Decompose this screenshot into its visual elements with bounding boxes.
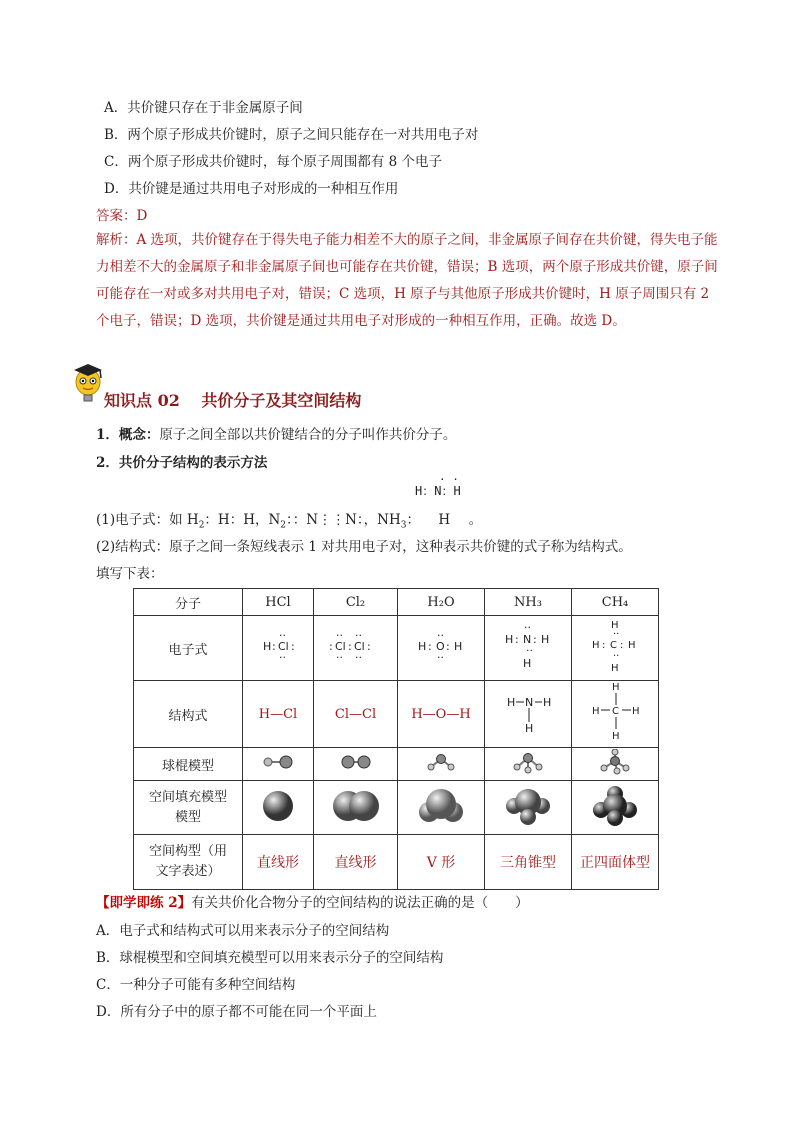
svg-text:H: H: [505, 633, 514, 646]
method-title: 2．共价分子结构的表示方法: [96, 455, 268, 471]
ch4-shape: 正四面体型: [572, 835, 659, 890]
concept-text: 原子之间全部以共价键结合的分子叫作共价分子。: [159, 427, 457, 443]
header-hcl: HCl: [243, 589, 314, 616]
practice-option-d: D．所有分子中的原子都不可能在同一个平面上: [96, 1004, 377, 1020]
header-nh3: NH₃: [485, 589, 572, 616]
electron-end: 。: [468, 512, 483, 528]
h2o-lewis: [398, 616, 485, 681]
svg-text:··: ··: [279, 651, 286, 664]
svg-text:··: ··: [354, 651, 362, 664]
practice-option-a: A．电子式和结构式可以用来表示分子的空间结构: [96, 923, 390, 939]
nh3-lewis-top: · ·: [439, 473, 459, 486]
svg-text::: :: [347, 640, 352, 653]
h2o-ball-stick: [398, 748, 485, 781]
cl2-structural: Cl—Cl: [314, 681, 398, 748]
row-label-structural: 结构式: [134, 681, 243, 748]
svg-text:H: H: [592, 640, 600, 651]
svg-text:H: H: [523, 657, 532, 670]
concept-label: 1．概念：: [96, 427, 160, 443]
svg-text::: :: [602, 640, 606, 651]
svg-text:Cl: Cl: [353, 640, 365, 653]
svg-text:··: ··: [279, 629, 286, 642]
header-cl2: Cl₂: [314, 589, 398, 616]
option-b: B．两个原子形成共价键时，原子之间只能存在一对共用电子对: [104, 127, 479, 143]
svg-text:H: H: [612, 682, 620, 693]
svg-text:H: H: [507, 696, 516, 709]
svg-text:··: ··: [524, 621, 531, 634]
cl2-ball-stick: [314, 748, 398, 781]
svg-text:Cl: Cl: [278, 640, 289, 653]
practice-question: [96, 891, 529, 911]
svg-text:H: H: [543, 696, 552, 709]
nh3-ball-stick: [485, 748, 572, 781]
svg-text:··: ··: [613, 629, 620, 640]
option-a: A．共价键只存在于非金属原子间: [104, 100, 303, 116]
h2o-structural: H—O—H: [398, 681, 485, 748]
svg-text::: :: [533, 633, 537, 646]
electron-h2: H：H，N: [217, 512, 281, 528]
svg-text::: :: [366, 640, 371, 653]
svg-text:··: ··: [335, 629, 343, 642]
svg-text:··: ··: [335, 651, 343, 664]
cl2-lewis: [314, 616, 398, 681]
svg-text:H: H: [632, 706, 640, 717]
svg-text:··: ··: [526, 644, 533, 657]
ch4-structural: [572, 681, 659, 748]
svg-text:H: H: [628, 640, 636, 651]
nh3-structural: [485, 681, 572, 748]
fill-table-label: 填写下表：: [96, 566, 164, 582]
h2o-space-filling: [398, 781, 485, 835]
row-label-geometry: 空间构型（用 文字表述）: [134, 835, 243, 890]
row-label-ball-stick: 球棍模型: [134, 748, 243, 781]
svg-text:C: C: [610, 640, 617, 651]
option-d: D．共价键是通过共用电子对形成的一种相互作用: [104, 181, 399, 197]
svg-text:H: H: [263, 640, 272, 653]
row-label-electron: 电子式: [134, 616, 243, 681]
svg-text:H: H: [418, 640, 427, 653]
nh3-shape: 三角锥型: [485, 835, 572, 890]
practice-option-b: B．球棍模型和空间填充模型可以用来表示分子的空间结构: [96, 950, 444, 966]
row-label-space-filling: 空间填充模型 模型: [134, 781, 243, 835]
svg-text::: :: [328, 640, 333, 653]
svg-text:··: ··: [354, 629, 362, 642]
svg-text:H: H: [525, 722, 534, 735]
hcl-shape: 直线形: [243, 835, 314, 890]
svg-text:H: H: [611, 663, 619, 674]
header-molecule: 分子: [134, 589, 243, 616]
ch4-space-filling: [572, 781, 659, 835]
svg-text::: :: [428, 640, 432, 653]
practice-stem: 有关共价化合物分子的空间结构的说法正确的是（ ）: [191, 895, 529, 911]
hcl-ball-stick: [243, 748, 314, 781]
concept-line: [96, 423, 456, 443]
svg-text:··: ··: [437, 651, 444, 664]
option-c: C．两个原子形成共价键时，每个原子周围都有 8 个电子: [104, 154, 443, 170]
graduate-bulb-icon: [70, 362, 106, 404]
svg-text::: :: [515, 633, 519, 646]
electron-formula-line: (1)电子式：如 $H_2$：H：H，$N_2$：：N⋮⋮N：，$NH_3$： H 。: [96, 512, 483, 531]
svg-text::: :: [446, 640, 450, 653]
svg-text:··: ··: [613, 651, 620, 662]
header-ch4: CH₄: [572, 589, 659, 616]
svg-text:N: N: [525, 696, 534, 709]
svg-text:··: ··: [437, 629, 444, 642]
svg-text:H: H: [454, 640, 463, 653]
nh3-lewis-bottom: H: [438, 512, 451, 528]
electron-prefix: (1)电子式：如 H: [96, 512, 199, 528]
practice-tag: 【即学即练 2】: [96, 895, 192, 911]
hcl-space-filling: [243, 781, 314, 835]
hcl-lewis: [243, 616, 314, 681]
hcl-structural: H—Cl: [243, 681, 314, 748]
svg-text::: :: [620, 640, 624, 651]
analysis: 解析：A 选项，共价键存在于得失电子能力相差不大的原子之间，非金属原子间存在共价键，得失电子能力相差不大的金属原子和非金属原子间也可能存在共价键，错误；B 选项，两个原子形成共价键，原子间可能存在一对或多对共用电子对，错误；C 选项，H 原子与其他原子形成共价键时，H 原子周围只有 2 个电子，错误；D 选项，共价键是通过共用电子对形成的一种相互作用，正确。故选 D。: [96, 232, 718, 329]
ch4-lewis: [572, 616, 659, 681]
molecule-table: [133, 588, 659, 890]
structural-formula-desc: (2)结构式：原子之间一条短线表示 1 对共用电子对，这种表示共价键的式子称为结构式。: [96, 539, 632, 555]
h2o-shape: V 形: [398, 835, 485, 890]
cl2-space-filling: [314, 781, 398, 835]
svg-text:H: H: [612, 731, 620, 742]
answer: 答案：D: [96, 208, 148, 224]
svg-text:N: N: [523, 633, 532, 646]
svg-text:H: H: [541, 633, 550, 646]
ch4-ball-stick: [572, 748, 659, 781]
nh3-lewis: [485, 616, 572, 681]
svg-text:H: H: [611, 620, 619, 631]
header-h2o: H₂O: [398, 589, 485, 616]
svg-text::: :: [291, 640, 295, 653]
svg-text:Cl: Cl: [334, 640, 346, 653]
nh3-space-filling: [485, 781, 572, 835]
svg-text:O: O: [436, 640, 445, 653]
section-title: 知识点 02 共价分子及其空间结构: [104, 391, 362, 410]
cl2-shape: 直线形: [314, 835, 398, 890]
svg-text:C: C: [612, 706, 619, 717]
svg-text::: :: [272, 640, 276, 653]
electron-n2: ：N⋮⋮N：，NH: [292, 512, 401, 528]
practice-option-c: C．一种分子可能有多种空间结构: [96, 977, 296, 993]
svg-text:H: H: [592, 706, 600, 717]
nh3-lewis-mid: H：N：H: [415, 484, 461, 498]
